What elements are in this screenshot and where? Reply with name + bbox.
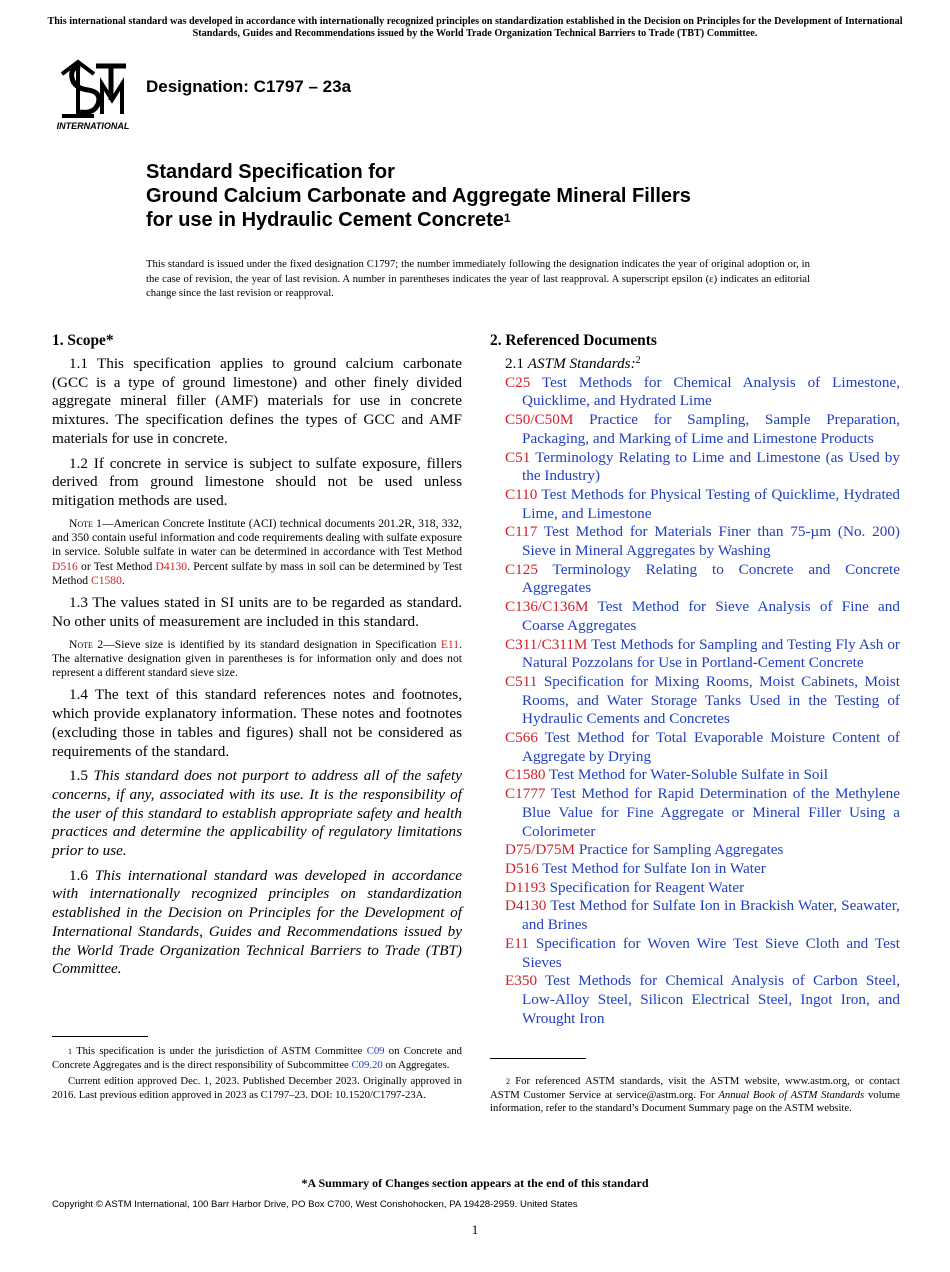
- reference-title[interactable]: Test Method for Materials Finer than 75-µm (No. 200) Sieve in Mineral Aggregates by Washing: [522, 523, 900, 560]
- reference-item[interactable]: [505, 729, 900, 766]
- reference-title[interactable]: Terminology Relating to Concrete and Concrete Aggregates: [522, 560, 900, 597]
- reference-code[interactable]: C1580: [505, 766, 546, 784]
- reference-code[interactable]: D75/D75M: [505, 841, 576, 859]
- reference-title[interactable]: Specification for Reagent Water: [549, 878, 745, 896]
- link-d516[interactable]: D516: [52, 559, 78, 573]
- reference-title[interactable]: Test Methods for Chemical Analysis of Carbon Steel, Low-Alloy Steel, Silicon Electrical Steel, Ingot Iron, and Wrought Iron: [522, 972, 900, 1027]
- reference-title[interactable]: Test Methods for Chemical Analysis of Limestone, Quicklime, and Hydrated Lime: [522, 373, 900, 410]
- link-c09[interactable]: C09: [366, 1045, 385, 1057]
- para-1-1: 1.1 This specification applies to ground calcium carbonate (GCC is a type of ground limestone) and other finely divided aggregate mineral filler (AMF) materials for use in concrete mixtures. The specification defines the types of GCC and AMF materials for use in concrete.: [52, 355, 462, 447]
- reference-title[interactable]: Terminology Relating to Lime and Limestone (as Used by the Industry): [522, 448, 900, 485]
- intro-paragraph: This standard is issued under the fixed designation C1797; the number immediately following the designation indicates the year of original adoption or, in the case of revision, the year of last revision. A number in parentheses indicates the year of last reapproval. A superscript epsilon (ε) indicates an editorial change since the last revision or reapproval.: [146, 258, 810, 299]
- para-1-6: 1.6 This international standard was developed in accordance with internationally recognized principles on standardization established in the Decision on Principles for the Development of International Standards, Guides and Recommendations issued by the World Trade Organization Technical Barriers to Trade (TBT) Committee.: [52, 866, 462, 978]
- reference-item[interactable]: [505, 935, 900, 972]
- footnote-rule-left: [52, 1036, 148, 1037]
- reference-item[interactable]: [505, 860, 900, 879]
- reference-code[interactable]: C511: [505, 672, 538, 690]
- reference-title[interactable]: Specification for Woven Wire Test Sieve Cloth and Test Sieves: [522, 934, 900, 971]
- copyright: Copyright © ASTM International, 100 Barr Harbor Drive, PO Box C700, West Conshohocken, PA 19428-2959. United States: [52, 1199, 578, 1210]
- reference-item[interactable]: [505, 486, 900, 523]
- reference-code[interactable]: C51: [505, 448, 531, 466]
- reference-item[interactable]: [505, 523, 900, 560]
- reference-title[interactable]: Test Method for Total Evaporable Moisture Content of Aggregate by Drying: [522, 729, 900, 765]
- note-2: Note 2—Sieve size is identified by its standard designation in Specification E11. The alternative designation given in parentheses is for information only and does not represent a different standard sieve size.: [52, 637, 462, 680]
- note-1: Note 1—American Concrete Institute (ACI) technical documents 201.2R, 318, 332, and 350 contain useful information and code requirements dealing with sulfate exposure in service. Soluble sulfate in water can be determined in accordance with Test Method D516 or Test Method D4130. Percent sulfate by mass in soil can be determined by Test Method C1580.: [52, 516, 462, 587]
- reference-item[interactable]: [505, 411, 900, 448]
- footnote-2: $^2$ For referenced ASTM standards, visit the ASTM website, www.astm.org, or contact ASTM Customer Service at service@astm.org. For Annual Book of ASTM Standards volume information, refer to the standard’s Document Summary page on the ASTM website.: [490, 1075, 900, 1115]
- reference-code[interactable]: D4130: [505, 897, 547, 915]
- reference-item[interactable]: [505, 972, 900, 1028]
- scope-heading: 1. Scope*: [52, 332, 114, 349]
- reference-title[interactable]: Test Methods for Physical Testing of Quicklime, Hydrated Lime, and Limestone: [522, 485, 901, 522]
- reference-title[interactable]: Test Method for Sulfate Ion in Brackish Water, Seawater, and Brines: [522, 897, 900, 934]
- link-c09-20[interactable]: C09.20: [351, 1058, 383, 1071]
- footnote-2-mark[interactable]: 2: [635, 355, 641, 366]
- reference-code[interactable]: C566: [505, 729, 538, 747]
- reference-code[interactable]: C125: [505, 560, 538, 578]
- astm-logo: [52, 56, 134, 132]
- reference-item[interactable]: [505, 561, 900, 598]
- reference-title[interactable]: Specification for Mixing Rooms, Moist Cabinets, Moist Rooms, and Water Storage Tanks Used in the Testing of Hydraulic Cements and Concretes: [522, 672, 900, 728]
- reference-item[interactable]: [505, 374, 900, 411]
- para-1-5: 1.5 This standard does not purport to address all of the safety concerns, if any, associated with its use. It is the responsibility of the user of this standard to establish appropriate safety and health practices and determine the applicability of regulatory limitations prior to use.: [52, 767, 463, 860]
- tbt-notice: This international standard was developed in accordance with internationally recognized principles on standardization established in the Decision on Principles for the Development of International Standards, Guides and Recommendations issued by the World Trade Organization Technical Barriers to Trade (TBT) Committee.: [47, 16, 903, 39]
- para-1-3: 1.3 The values stated in SI units are to be regarded as standard. No other units of measurement are included in this standard.: [52, 594, 462, 630]
- reference-code[interactable]: C110: [505, 485, 538, 503]
- reference-item[interactable]: [505, 449, 900, 486]
- reference-code[interactable]: C25: [505, 373, 531, 391]
- para-1-2: 1.2 If concrete in service is subject to sulfate exposure, fillers derived from ground limestone should not be used unless mitigation methods are used.: [52, 454, 462, 509]
- reference-item[interactable]: [505, 841, 900, 860]
- reference-item[interactable]: [505, 598, 900, 635]
- left-column: [52, 332, 462, 985]
- designation: Designation: C1797 – 23a: [146, 77, 352, 96]
- reference-title[interactable]: Test Method for Rapid Determination of the Methylene Blue Value for Fine Aggregate or Mineral Filler Using a Colorimeter: [522, 785, 900, 840]
- title-footnote-mark[interactable]: 1: [503, 211, 511, 225]
- title-line-1: Standard Specification for: [146, 161, 395, 183]
- reference-title[interactable]: Practice for Sampling Aggregates: [578, 841, 784, 859]
- para-1-4: 1.4 The text of this standard references notes and footnotes, which provide explanatory information. These notes and footnotes (excluding those in tables and figures) shall not be considered as requirements of the standard.: [52, 686, 462, 760]
- link-e11[interactable]: E11: [440, 637, 460, 651]
- summary-of-changes-note: *A Summary of Changes section appears at the end of this standard: [301, 1176, 649, 1190]
- astm-standards-subheading: 2.1 ASTM Standards:$^2$: [505, 355, 641, 372]
- link-d4130[interactable]: D4130: [155, 559, 188, 573]
- reference-code[interactable]: C136/C136M: [505, 598, 589, 616]
- reference-item[interactable]: [505, 636, 900, 673]
- page-title: [146, 160, 886, 232]
- page-number: 1: [471, 1222, 479, 1237]
- reference-title[interactable]: Test Method for Water-Soluble Sulfate in Soil: [549, 766, 828, 784]
- reference-item[interactable]: [505, 766, 900, 785]
- reference-title[interactable]: Test Methods for Sampling and Testing Fly Ash or Natural Pozzolans for Use in Portland-Cement Concrete: [522, 635, 900, 672]
- reference-title[interactable]: Test Method for Sulfate Ion in Water: [542, 859, 766, 877]
- reference-item[interactable]: [505, 879, 900, 898]
- reference-title[interactable]: Practice for Sampling, Sample Preparation, Packaging, and Marking of Lime and Limestone Products: [522, 411, 900, 447]
- reference-code[interactable]: C117: [505, 523, 538, 541]
- logo-text: INTERNATIONAL: [56, 121, 130, 131]
- edition-note: Current edition approved Dec. 1, 2023. Published December 2023. Originally approved in 2016. Last previous edition approved in 2023 as C1797–23. DOI: 10.1520/C1797-23A.: [52, 1075, 462, 1101]
- referenced-heading: 2. Referenced Documents: [490, 332, 657, 349]
- link-c1580[interactable]: C1580: [90, 573, 122, 587]
- right-column: [490, 332, 900, 1028]
- reference-code[interactable]: D1193: [505, 878, 546, 896]
- reference-item[interactable]: [505, 673, 900, 729]
- reference-code[interactable]: D516: [505, 859, 539, 877]
- reference-code[interactable]: E11: [505, 934, 529, 952]
- reference-code[interactable]: E350: [505, 972, 538, 990]
- reference-code[interactable]: C1777: [505, 785, 546, 803]
- footnote-rule-right: [490, 1058, 586, 1059]
- reference-list: [490, 374, 900, 1029]
- reference-code[interactable]: C50/C50M: [505, 411, 574, 429]
- reference-item[interactable]: [505, 785, 900, 841]
- title-line-2: Ground Calcium Carbonate and Aggregate Mineral Fillers: [146, 185, 691, 207]
- footnote-1: $^1$ This specification is under the jurisdiction of ASTM Committee C09 on Concrete and Concrete Aggregates and is the direct responsibility of Subcommittee C09.20 on Aggregates. Current edition approved Dec. 1, 2023. Published December 2023. Originally approved in 2016. Last previous edition approved in 2023 as C1797–23. DOI: 10.1520/C1797-23A.: [52, 1045, 462, 1101]
- reference-code[interactable]: C311/C311M: [505, 635, 588, 653]
- reference-item[interactable]: [505, 897, 900, 934]
- reference-title[interactable]: Test Method for Sieve Analysis of Fine and Coarse Aggregates: [522, 598, 900, 634]
- title-line-3: for use in Hydraulic Cement Concrete$^1$: [146, 209, 511, 231]
